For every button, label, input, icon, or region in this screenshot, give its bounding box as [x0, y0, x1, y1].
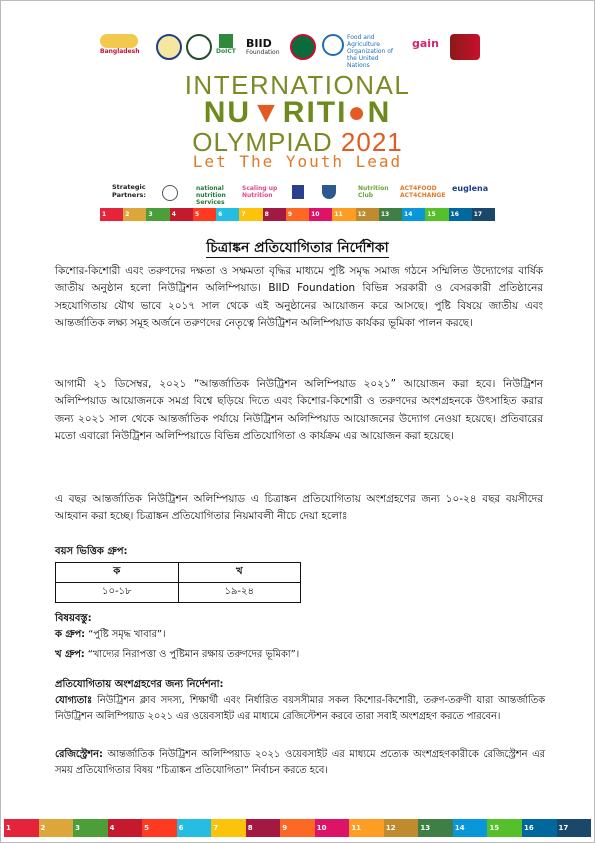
- biid-logo: BIID Foundation: [246, 37, 280, 56]
- sdg-goal-tile: 6: [177, 819, 212, 837]
- age-group-table: [55, 562, 301, 603]
- partner-nutrition-club: Nutrition Club: [358, 185, 389, 199]
- sdg-goal-tile: 7: [211, 819, 246, 837]
- registration-paragraph: রেজিস্ট্রেশন: আন্তর্জাতিক নিউট্রিশন অলিম্পিয়াড ২০২১ ওয়েবসাইট এর মাধ্যমে প্রত্যেক অংশগ্রহণকারীকে রেজিস্ট্রেশন এর সময় প্রতিযোগিতার বিষয় “চিত্রাঙ্কন প্রতিযোগিতা” নির্বাচন করতে হবে।: [55, 749, 545, 776]
- sdg-goal-tile: 14: [453, 819, 488, 837]
- carrot-icon: ▼: [251, 96, 283, 129]
- gain-logo: gain: [412, 37, 439, 50]
- seal2-logo: [186, 34, 212, 64]
- sdg-goal-tile: 2: [39, 819, 74, 837]
- sdg-goal-tile: 8: [263, 208, 286, 221]
- portrait-logo: [450, 34, 480, 64]
- sdg-goal-tile: 3: [73, 819, 108, 837]
- topic-label: বিষয়বস্তু:: [55, 613, 92, 624]
- strategic-partners: [112, 183, 492, 206]
- sdg-goal-tile: 8: [246, 819, 281, 837]
- sdg-goal-tile: 1: [100, 208, 123, 221]
- doict-logo: DoICT: [216, 34, 236, 64]
- age-group-label: বয়স ভিত্তিক গ্রুপ:: [55, 546, 128, 557]
- participation-label: প্রতিযোগিতায় অংশগ্রহণের জন্য নির্দেশনা:: [55, 679, 224, 690]
- eligibility-paragraph: যোগ্যতাঃ নিউট্রিশন ক্লাব সদস্য, শিক্ষার্থী এবং নির্ধারিত বয়সসীমার সকল কিশোর-কিশোরী, তরুণ-তরুণী যারা আন্তর্জাতিক নিউট্রিশন অলিম্পিয়াড ২০২১ এর ওয়েবসাইট এর মাধ্যমে রেজিস্টেশন করবে তারা সবাই অংশগ্রহণ করতে পারবেন।: [55, 695, 545, 722]
- sdg-goal-tile: 12: [356, 208, 379, 221]
- sdg-goal-tile: 12: [384, 819, 419, 837]
- seal-logo: [156, 34, 182, 64]
- sdg-strip-bottom: [4, 819, 591, 837]
- partner-euglena: euglena: [452, 184, 489, 193]
- sdg-goal-tile: 14: [402, 208, 425, 221]
- sdg-goal-tile: 2: [123, 208, 146, 221]
- sdg-goal-tile: 6: [216, 208, 239, 221]
- intro-paragraph: কিশোর-কিশোরী এবং তরুণদের দক্ষতা ও সক্ষমতা বৃদ্ধির মাধ্যমে পুষ্টি সমৃদ্ধ সমাজ গঠনে সম্মিলিত উদ্যোগের বার্ষিক জাতীয় অনুষ্ঠান হলো নিউট্রিশন অলিম্পিয়াড। BIID Foundation বিভিন্ন সরকারী ও বেসরকারী প্রতিষ্ঠানের সহযোগিতায় যৌথ ভাবে ২০১৭ সাল থেকে এই অনুষ্ঠানের আয়োজন করে আসছে। পুষ্টি বিষয়ে জাতীয় এবং আন্তর্জাতিক লক্ষ্য সমূহ অর্জনে তরুণদের নেতৃত্বে নিউট্রিশন অলিম্পিয়াড কার্যকর ভূমিকা পালন করছে।: [55, 265, 543, 329]
- sdg-goal-tile: 13: [418, 819, 453, 837]
- sdg-goal-tile: 16: [449, 208, 472, 221]
- sdg-goal-tile: 11: [349, 819, 384, 837]
- age-table-header: খ: [178, 563, 301, 583]
- tomato-icon: ●: [347, 96, 368, 129]
- sdg-goal-tile: 10: [309, 208, 332, 221]
- sdg-goal-tile: 5: [142, 819, 177, 837]
- sdg-goal-tile: 17: [472, 208, 495, 221]
- partner-shield: [322, 185, 336, 201]
- event-paragraph: আগামী ২১ ডিসেম্বর, ২০২১ “আন্তর্জাতিক নিউট্রিশন অলিম্পিয়াড ২০২১” আয়োজন করা হবে। নিউট্রিশন অলিম্পিয়াড আয়োজনকে সমগ্র বিশ্বে ছড়িয়ে দিতে এবং কিশোর-কিশোরী ও তরুণদের অংশগ্রহনকে উৎসাহিত করার জন্য ২০২১ সাল থেকে আন্তর্জাতিক পর্যায়ে নিউট্রিশন অলিম্পিয়াড আয়োজনের উদ্যোগ নেওয়া হয়েছে। প্রতিবারের মতো এবারো নিউট্রিশন অলিম্পিয়াডে বিভিন্ন প্রতিযোগিতা ও কার্যক্রম এর আয়োজন করা হয়েছে।: [55, 378, 543, 442]
- event-tagline: Let The Youth Lead: [192, 152, 403, 171]
- partner-univ: [292, 185, 304, 201]
- age-table-cell: ১৯-২৪: [178, 583, 301, 603]
- partner-act4food: ACT4FOOD ACT4CHANGE: [400, 185, 446, 199]
- partners-label: Strategic Partners:: [112, 183, 146, 199]
- sdg-goal-tile: 7: [239, 208, 262, 221]
- partner-scaling: Scaling up Nutrition: [242, 185, 278, 199]
- sdg-goal-tile: 15: [487, 819, 522, 837]
- sdg-strip-top: [100, 208, 495, 221]
- invitation-paragraph: এ বছর আন্তর্জাতিক নিউট্রিশন অলিম্পিয়াড এ চিত্রাঙ্কন প্রতিযোগিতায় অংশগ্রহণের জন্য ১০-২৪ বছর বয়সীদের আহবান করা হচ্ছে। চিত্রাঙ্কন প্রতিযোগিতার নিয়মাবলী নীচে দেয়া হলোঃ: [55, 493, 543, 523]
- sdg-goal-tile: 13: [379, 208, 402, 221]
- sdg-goal-tile: 9: [280, 819, 315, 837]
- sdg-goal-tile: 16: [522, 819, 557, 837]
- sdg-goal-tile: 17: [557, 819, 592, 837]
- age-table-header: ক: [56, 563, 179, 583]
- topic-ka-line: ক গ্রুপ: “পুষ্টি সমৃদ্ধ খাবার”।: [55, 629, 166, 640]
- sdg-goal-tile: 4: [170, 208, 193, 221]
- event-title-line3: OLYMPIAD 2021: [192, 127, 403, 157]
- partner-national-nutrition: national nutrition Services: [196, 185, 226, 206]
- sdg-goal-tile: 15: [425, 208, 448, 221]
- sdg-goal-tile: 10: [315, 819, 350, 837]
- age-table-cell: ১০-১৮: [56, 583, 179, 603]
- sdg-goal-tile: 4: [108, 819, 143, 837]
- sdg-goal-tile: 5: [193, 208, 216, 221]
- bangladesh-logo: Bangladesh: [100, 34, 140, 64]
- topic-kha-line: খ গ্রুপ: “খাদ্যের নিরাপত্তা ও পুষ্টিমান রক্ষায় তরুণদের ভূমিকা”।: [55, 649, 300, 660]
- event-title-line2: NU▼RITI●N: [203, 96, 392, 129]
- sdg-goal-tile: 9: [286, 208, 309, 221]
- event-title-line1: INTERNATIONAL: [184, 70, 411, 100]
- header-logos: [100, 34, 500, 69]
- document-heading: চিত্রাঙ্কন প্রতিযোগিতার নির্দেশিকা: [206, 240, 389, 256]
- sdg-goal-tile: 11: [332, 208, 355, 221]
- govt-logo: [290, 34, 316, 64]
- sdg-goal-tile: 3: [146, 208, 169, 221]
- sdg-goal-tile: 1: [4, 819, 39, 837]
- partner-dgho: [162, 185, 178, 203]
- fao-logo: Food and Agriculture Organization of the United Nations: [322, 34, 397, 64]
